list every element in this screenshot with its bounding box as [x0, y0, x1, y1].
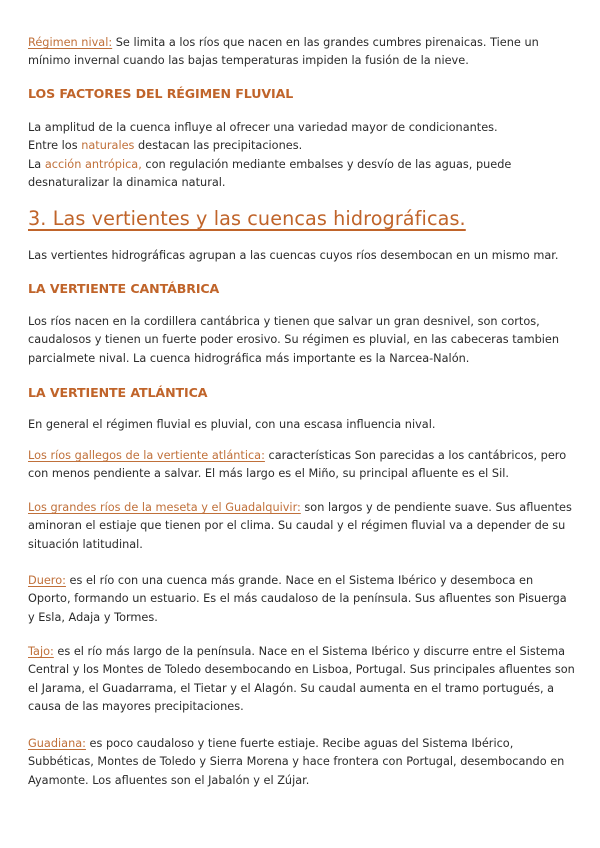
factores-line-3-post: con regulación mediante embalses y desvío de las aguas, puede desnaturalizar la dinamica natural. — [28, 157, 512, 190]
guadiana-paragraph — [28, 735, 576, 790]
grandes-rios-text: son largos y de pendiente suave. Sus afluentes aminoran el estiaje que tienen por el clima. Su caudal y el régimen fluvial va a depender de su situación latitudinal. — [28, 501, 572, 551]
atlantica-intro-block — [28, 416, 576, 434]
naturales-term: naturales — [81, 139, 135, 153]
factores-paragraph — [28, 119, 576, 193]
cantabrica-heading-block — [28, 281, 576, 296]
rios-gallegos-text: características Son parecidas a los cantábricos, pero con menos pendiente a salvar. El más largo es el Miño, su principal afluente es el Sil. — [28, 449, 567, 481]
tajo-text: es el río más largo de la península. Nace en el Sistema Ibérico y discurre entre el Sistema Central y los Montes de Toledo desembocando en Lisboa, Portugal. Sus principales afluentes son el Jarama, el Guadarrama, el Tietar y el Alagón. Su caudal aumenta en el tramo portugués, a causa de las mayores precipitaciones. — [28, 645, 575, 714]
section-3-title-block — [28, 207, 576, 230]
factores-line-3-pre: La — [28, 157, 45, 171]
rios-gallegos-term: Los ríos gallegos de la vertiente atlántica: — [28, 449, 265, 462]
tajo-paragraph — [28, 643, 576, 717]
factores-line-2-post: destacan las precipitaciones. — [134, 139, 303, 153]
atlantica-intro: En general el régimen fluvial es pluvial, con una escasa influencia nival. — [28, 418, 436, 431]
duero-paragraph — [28, 572, 576, 627]
atlantica-heading-block — [28, 385, 576, 400]
factores-heading-block — [28, 86, 576, 101]
regimen-nival-term: Régimen nival: — [28, 36, 113, 49]
cantabrica-heading: LA VERTIENTE CANTÁBRICA — [28, 281, 220, 296]
cantabrica-paragraph: Los ríos nacen en la cordillera cantábrica y tienen que salvar un gran desnivel, son cortos, caudalosos y tienen un fuerte poder erosivo. Su régimen es pluvial, en las cabeceras tambien parcialmete nival. La cuenca hidrográfica más importante es la Narcea-Nalón. — [28, 315, 560, 365]
guadiana-text: es poco caudaloso y tiene fuerte estiaje. Recibe aguas del Sistema Ibérico, Subbéticas, Montes de Toledo y Sierra Morena y hace frontera con Portugal, desembocando en Ayamonte. Los afluentes son el Jabalón y el Zújar. — [28, 737, 565, 787]
factores-heading: LOS FACTORES DEL RÉGIMEN FLUVIAL — [28, 86, 294, 101]
factores-line-1: La amplitud de la cuenca influye al ofrecer una variedad mayor de condicionantes. — [28, 121, 498, 134]
accion-antropica-term: acción antrópica, — [44, 157, 142, 171]
factores-line-3 — [28, 156, 576, 193]
duero-text: es el río con una cuenca más grande. Nace en el Sistema Ibérico y desemboca en Oporto, formando un estuario. Es el más caudaloso de la península. Sus afluentes son Pisuerga y Esla, Adaja y Tormes. — [28, 574, 567, 624]
grandes-rios-term: Los grandes ríos de la meseta y el Guadalquivir: — [28, 501, 301, 514]
regimen-nival-text: Se limita a los ríos que nacen en las grandes cumbres pirenaicas. Tiene un mínimo invernal cuando las bajas temperaturas impiden la fusión de la nieve. — [28, 36, 539, 68]
rios-gallegos-paragraph — [28, 447, 576, 484]
cantabrica-paragraph-block — [28, 313, 576, 368]
section-3-intro: Las vertientes hidrográficas agrupan a las cuencas cuyos ríos desembocan en un mismo mar. — [28, 249, 559, 262]
factores-line-2 — [28, 137, 576, 155]
section-3-intro-block — [28, 247, 576, 265]
section-3-title: 3. Las vertientes y las cuencas hidrográficas. — [28, 207, 466, 230]
regimen-nival-paragraph — [28, 34, 576, 71]
guadiana-term: Guadiana: — [28, 737, 86, 750]
duero-term: Duero: — [28, 574, 66, 587]
factores-line-2-pre: Entre los — [28, 139, 82, 153]
tajo-term: Tajo: — [28, 645, 54, 658]
atlantica-heading: LA VERTIENTE ATLÁNTICA — [28, 385, 208, 400]
grandes-rios-paragraph — [28, 499, 576, 554]
